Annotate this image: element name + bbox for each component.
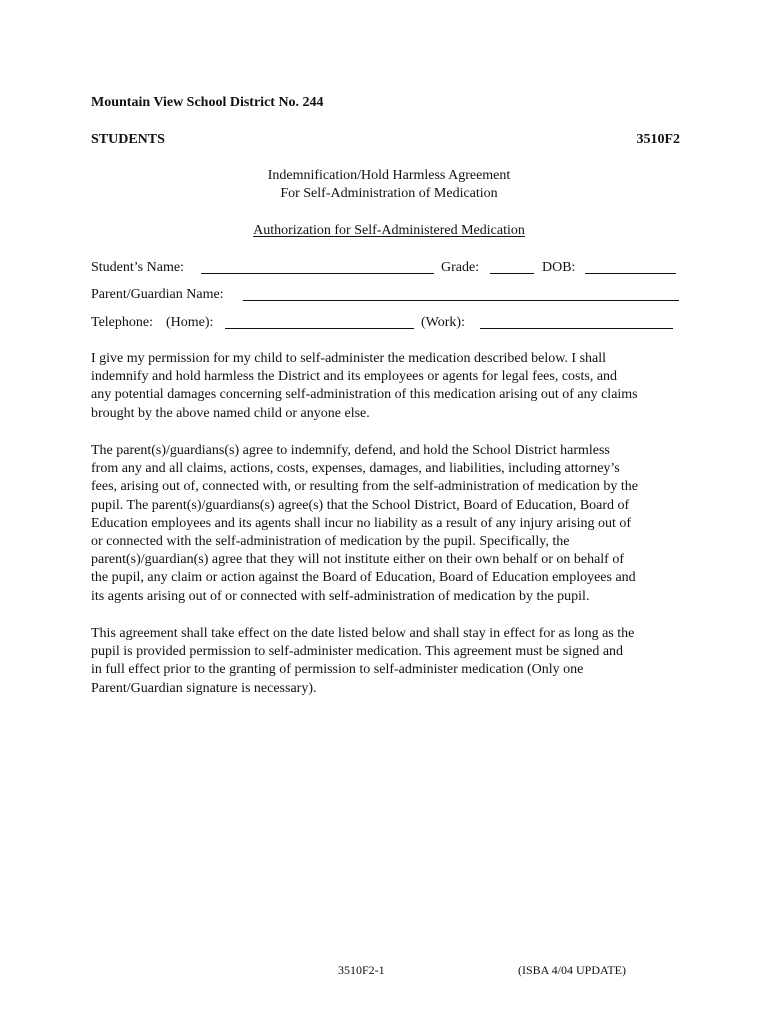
- parent-name-field[interactable]: [243, 300, 679, 301]
- student-name-label: Student’s Name:: [91, 260, 184, 275]
- paragraph-effect: [91, 625, 687, 698]
- paragraph-line: any potential damages concerning self-administration of this medication arising out of any claims: [91, 387, 638, 403]
- telephone-label: Telephone:: [91, 315, 153, 330]
- dob-field[interactable]: [585, 273, 676, 274]
- paragraph-line: pupil is provided permission to self-administer medication. This agreement must be signed and: [91, 644, 624, 660]
- paragraph-line: the pupil, any claim or action against the Board of Education, Board of Education employees and: [91, 570, 636, 586]
- paragraph-line: Parent/Guardian signature is necessary).: [91, 680, 317, 696]
- paragraph-permission: [91, 350, 687, 423]
- paragraph-indemnify: [91, 442, 687, 606]
- paragraph-line: pupil. The parent(s)/guardians(s) agree(s) that the School District, Board of Education, Board of: [91, 497, 630, 513]
- footer-page-code: 3510F2-1: [338, 963, 385, 977]
- title-line-1: Indemnification/Hold Harmless Agreement: [267, 168, 511, 183]
- paragraph-line: The parent(s)/guardians(s) agree to indemnify, defend, and hold the School District harmless: [91, 443, 610, 458]
- paragraph-line: fees, arising out of, connected with, or resulting from the self-administration of medication by the: [91, 479, 639, 495]
- parent-name-label: Parent/Guardian Name:: [91, 287, 224, 302]
- district-name: Mountain View School District No. 244: [91, 95, 324, 110]
- paragraph-line: in full effect prior to the granting of permission to self-administer medication (Only one: [91, 662, 584, 678]
- paragraph-line: indemnify and hold harmless the District and its employees or agents for legal fees, costs, and: [91, 369, 618, 385]
- paragraph-line: brought by the above named child or anyone else.: [91, 405, 370, 421]
- paragraph-line: This agreement shall take effect on the date listed below and shall stay in effect for as long as the: [91, 626, 635, 641]
- paragraph-line: I give my permission for my child to self-administer the medication described below. I shall: [91, 351, 607, 366]
- work-label: (Work):: [421, 315, 465, 330]
- footer-update: (ISBA 4/04 UPDATE): [518, 963, 627, 977]
- grade-label: Grade:: [441, 260, 480, 275]
- paragraph-line: Education employees and its agents shall incur no liability as a result of any injury arising out of: [91, 515, 632, 531]
- work-phone-field[interactable]: [480, 328, 673, 329]
- section-label: STUDENTS: [91, 132, 165, 147]
- student-name-field[interactable]: [201, 273, 434, 274]
- subtitle: Authorization for Self-Administered Medication: [253, 223, 525, 238]
- paragraph-line: its agents arising out of or connected with self-administration of medication by the pupil.: [91, 588, 590, 604]
- home-label: (Home):: [166, 315, 214, 330]
- paragraph-line: or connected with the self-administration of medication by the pupil. Specifically, the: [91, 534, 570, 550]
- paragraph-line: parent(s)/guardian(s) agree that they will not institute either on their own behalf or on behalf of: [91, 552, 624, 568]
- policy-code: 3510F2: [636, 132, 680, 147]
- dob-label: DOB:: [542, 260, 576, 275]
- paragraph-line: from any and all claims, actions, costs, expenses, damages, and liabilities, including attorney’s: [91, 461, 620, 477]
- home-phone-field[interactable]: [225, 328, 414, 329]
- grade-field[interactable]: [490, 273, 534, 274]
- title-line-2: For Self-Administration of Medication: [280, 186, 498, 201]
